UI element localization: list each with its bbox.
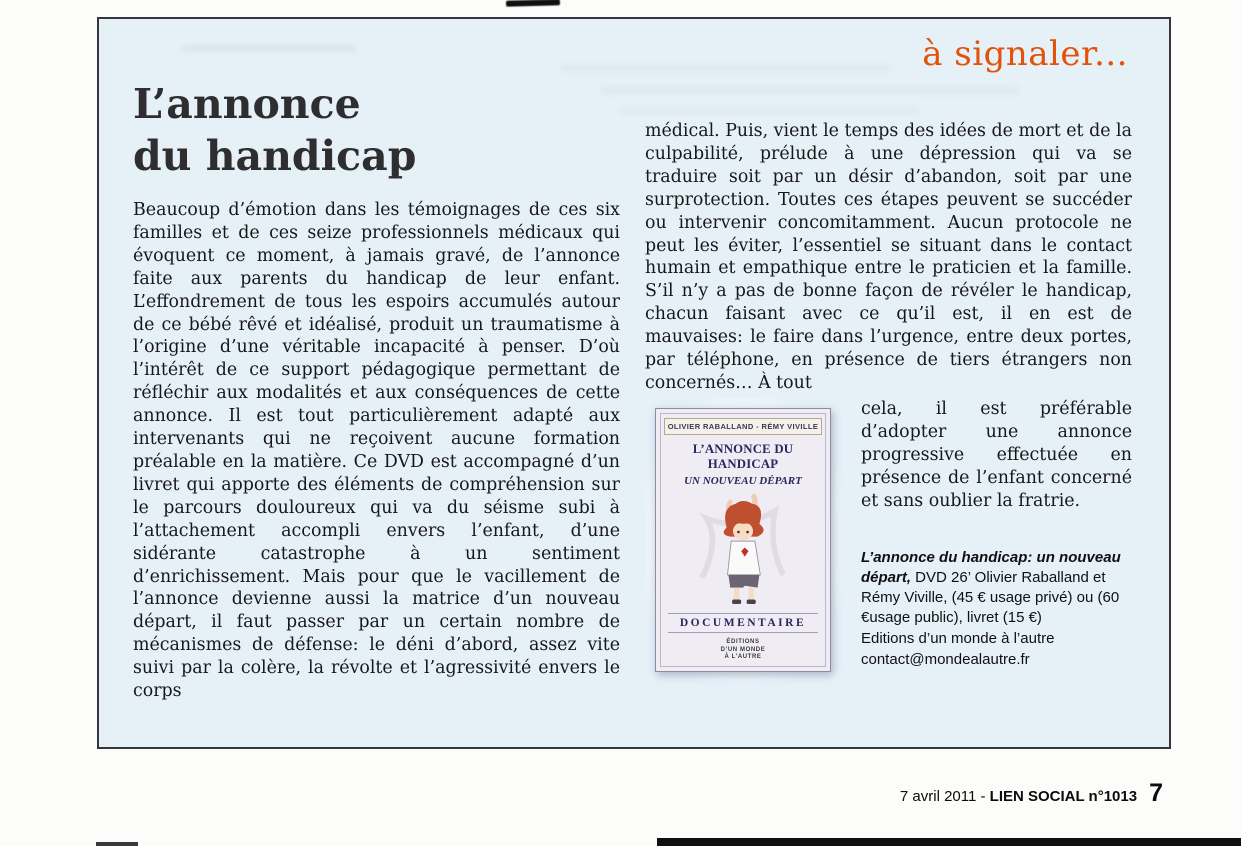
dvd-publisher-line2: D’UN MONDE bbox=[720, 646, 766, 653]
article-title-line2: du handicap bbox=[133, 132, 417, 180]
dvd-caption bbox=[861, 548, 1132, 670]
caption-details: DVD 26’ Olivier Raballand et Rémy Viville, (45 € usage privé) ou (60 €usage public), livret (15 €) bbox=[861, 569, 1120, 627]
bleed-through-artifact bbox=[182, 44, 357, 53]
bleed-through-artifact bbox=[620, 106, 920, 115]
media-row bbox=[645, 398, 1132, 682]
dvd-authors: OLIVIER RABALLAND - RÉMY VIVILLE bbox=[664, 418, 822, 435]
scan-artifact-bottom-left bbox=[96, 842, 138, 846]
dvd-publisher-line1: ÉDITIONS bbox=[726, 639, 760, 646]
body-paragraph-left: Beaucoup d’émotion dans les témoignages de ces six familles et de ces seize professionnels médicaux qui évoquent ce moment, à jamais gravé, de l’annonce faite aux parents du handicap de leur enfant. L’effondrement de tous les espoirs accumulés autour de ce bébé rêvé et idéalisé, produit un traumatisme à l’origine d’une véritable incapacité à penser. D’où l’intérêt de ce support pédagogique permettant de réfléchir aux modalités et aux conséquences de cette annonce. Il est tout particulièrement adapté aux intervenants qui ne reçoivent aucune formation préalable en la matière. Ce DVD est accompagné d’un livret qui apporte des éléments de compréhension sur le parcours douloureux qui va du séisme subi à l’attachement accompli envers l’enfant, d’une sidérante catastrophe à un sentiment d’enrichissement. Mais pour que le vacillement de l’annonce devienne aussi la matrice d’un nouveau départ, il faut passer par un certain nombre de mécanismes de défense: le déni d’abord, assez vite suivi par la colère, la révolte et l’agressivité envers le corps bbox=[133, 200, 620, 702]
scan-artifact-top bbox=[506, 0, 560, 7]
dvd-publisher-line3: À L’AUTRE bbox=[724, 654, 762, 661]
dvd-title: L’ANNONCE DU HANDICAP bbox=[692, 441, 794, 471]
footer-issue: LIEN SOCIAL n°1013 bbox=[989, 788, 1138, 805]
scan-artifact-bottom bbox=[657, 838, 1241, 846]
page-footer bbox=[900, 779, 1163, 808]
footer-page-number: 7 bbox=[1149, 779, 1163, 807]
bleed-through-artifact bbox=[600, 86, 1020, 95]
article-title-line1: L’annonce bbox=[133, 80, 361, 128]
dvd-publisher-logo bbox=[721, 639, 766, 662]
footer-date: 7 avril 2011 - bbox=[899, 788, 990, 805]
text-beside-dvd bbox=[861, 398, 1132, 682]
child-illustration bbox=[684, 491, 802, 610]
body-paragraph-right-top: médical. Puis, vient le temps des idées de mort et de la culpabilité, prélude à une dépression qui va se traduire soit par un désir d’abandon, soit par une surprotection. Toutes ces étapes peuvent se succéder ou intervenir concomitamment. Aucun protocole ne peut les éviter, l’essentiel se situant dans le contact humain et empathique entre le praticien et la famille. S’il n’y a pas de bonne façon de révéler le handicap, chacun faisant avec ce qu’il est, il en est de mauvaises: le faire dans l’urgence, entre deux portes, par téléphone, en présence de tiers étrangers non concernés… À tout bbox=[645, 121, 1132, 393]
section-flag: à signaler... bbox=[922, 34, 1128, 74]
dvd-genre-label: DOCUMENTAIRE bbox=[668, 613, 818, 633]
dvd-cover-photo bbox=[645, 398, 841, 682]
caption-contact: contact@mondealautre.fr bbox=[861, 651, 1030, 669]
dvd-cover bbox=[655, 408, 831, 672]
dvd-subtitle: UN NOUVEAU DÉPART bbox=[684, 474, 802, 487]
article-title bbox=[133, 78, 416, 182]
bleed-through-artifact bbox=[560, 64, 890, 73]
caption-publisher: Editions d’un monde à l’autre bbox=[861, 630, 1055, 648]
body-paragraph-right-wrap: cela, il est préférable d’adopter une annonce progressive effectuée en présence de l’enfant concerné et sans oublier la fratrie. bbox=[861, 398, 1132, 511]
caption-title: L’annonce du handicap: un nouveau départ, bbox=[861, 549, 1121, 587]
left-column bbox=[133, 199, 620, 703]
right-column bbox=[645, 120, 1132, 682]
